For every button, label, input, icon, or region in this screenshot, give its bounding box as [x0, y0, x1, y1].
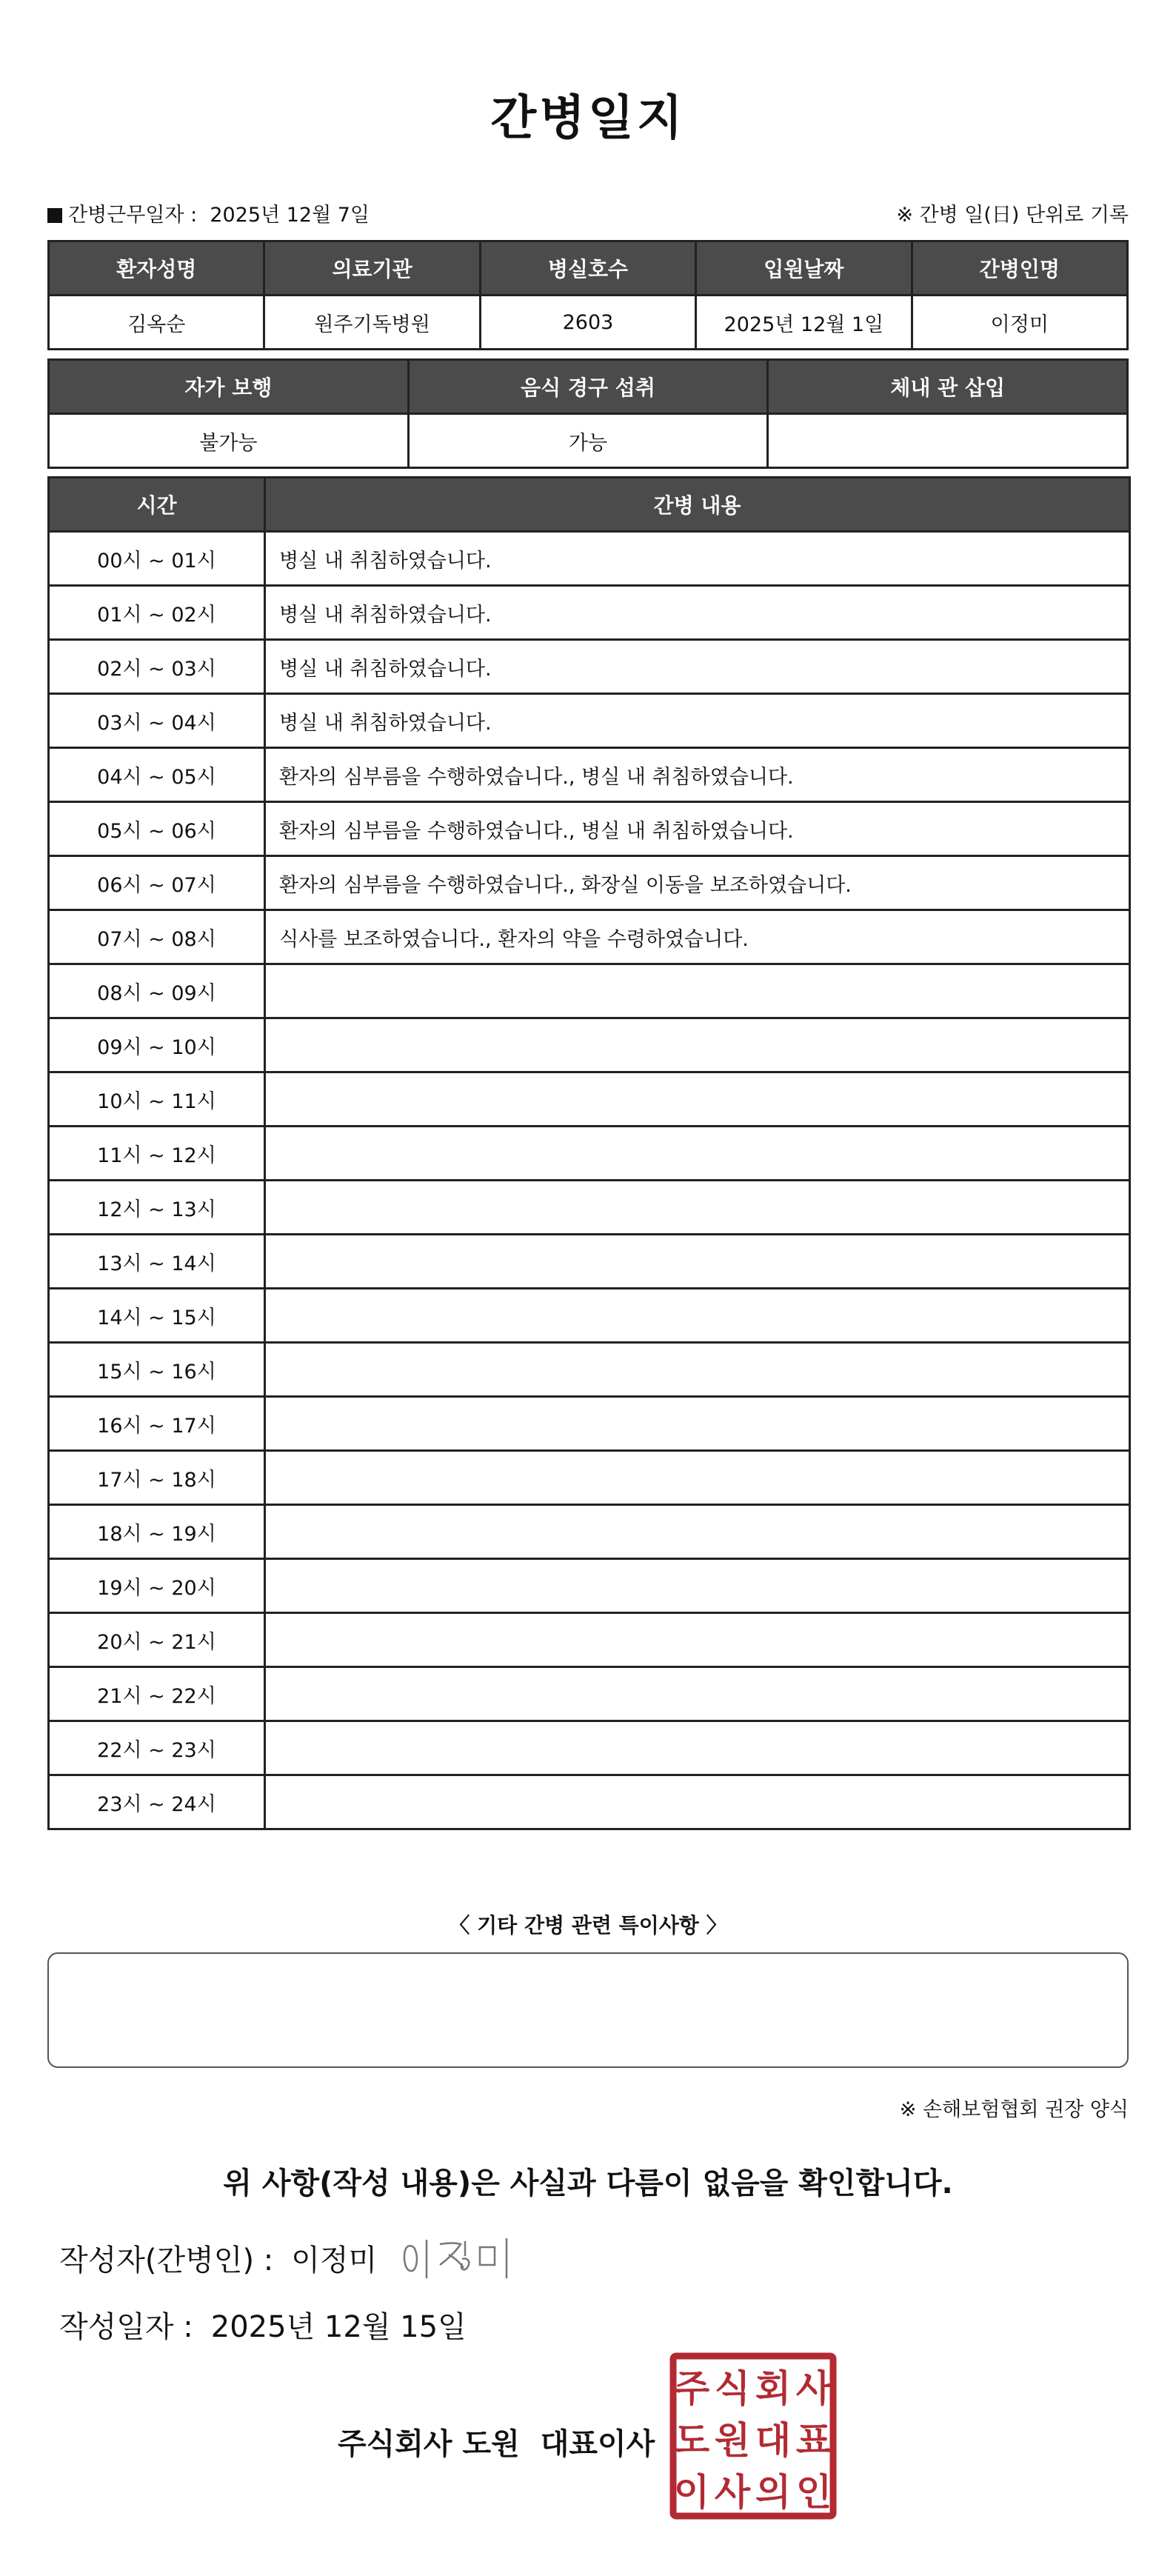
log-row: [49, 964, 1130, 1018]
log-content: [265, 1667, 1130, 1721]
seal-character: 사: [795, 2367, 832, 2410]
self-walking-value: 불가능: [49, 414, 409, 468]
log-time: 09시 ~ 10시: [49, 1018, 265, 1072]
patient-header-row: [49, 241, 1128, 296]
log-row: [49, 856, 1130, 910]
log-content: 환자의 심부름을 수행하였습니다., 화장실 이동을 보조하였습니다.: [265, 856, 1130, 910]
written-date-label: 작성일자 :: [59, 2310, 193, 2344]
company-seal-icon: [669, 2352, 837, 2520]
log-time: 12시 ~ 13시: [49, 1181, 265, 1235]
company-ceo-title: 대표이사: [540, 2427, 655, 2461]
log-content: [265, 1397, 1130, 1451]
log-time: 17시 ~ 18시: [49, 1451, 265, 1505]
log-content: [265, 1343, 1130, 1397]
log-header-row: [49, 478, 1130, 532]
notes-title: 〈 기타 간병 관련 특이사항 〉: [449, 1913, 727, 1938]
writer-label: 작성자(간병인) :: [59, 2243, 274, 2278]
log-time: 07시 ~ 08시: [49, 910, 265, 964]
header-self-walking: 자가 보행: [49, 360, 409, 414]
status-header-row: [49, 360, 1128, 414]
header-hospital: 의료기관: [264, 241, 480, 296]
log-content: [265, 1072, 1130, 1127]
seal-character: 의: [755, 2471, 792, 2514]
log-content: [265, 1721, 1130, 1775]
seal-character: 식: [714, 2367, 751, 2410]
log-row: [49, 1559, 1130, 1613]
header-admission-date: 입원날짜: [696, 241, 912, 296]
log-row: [49, 586, 1130, 640]
log-time: 13시 ~ 14시: [49, 1235, 265, 1289]
written-date-row: [59, 2303, 467, 2346]
work-date-label: 간병근무일자 :: [68, 204, 198, 227]
log-time: 08시 ~ 09시: [49, 964, 265, 1018]
seal-character: 표: [795, 2419, 832, 2462]
log-content: [265, 1451, 1130, 1505]
log-content: [265, 964, 1130, 1018]
log-content: 식사를 보조하였습니다., 환자의 약을 수령하였습니다.: [265, 910, 1130, 964]
log-time: 14시 ~ 15시: [49, 1289, 265, 1343]
header-care-content: 간병 내용: [265, 478, 1130, 532]
header-oral-intake: 음식 경구 섭취: [408, 360, 768, 414]
log-row: [49, 694, 1130, 748]
admission-date: 2025년 12월 1일: [696, 296, 912, 350]
patient-value-row: [49, 296, 1128, 350]
work-date-value: 2025년 12월 7일: [210, 204, 370, 227]
recommend-note: ※ 손해보험협회 권장 양식: [899, 2098, 1129, 2121]
log-row: [49, 640, 1130, 694]
log-row: [49, 1721, 1130, 1775]
seal-character: 사: [714, 2471, 751, 2514]
seal-character: 이: [673, 2471, 710, 2514]
log-content: 환자의 심부름을 수행하였습니다., 병실 내 취침하였습니다.: [265, 802, 1130, 856]
header-tube-insertion: 체내 관 삽입: [768, 360, 1128, 414]
log-row: [49, 748, 1130, 802]
writer-name: 이정미: [291, 2243, 378, 2278]
log-time: 16시 ~ 17시: [49, 1397, 265, 1451]
log-time: 00시 ~ 01시: [49, 532, 265, 586]
log-content: [265, 1613, 1130, 1667]
caregiver-name: 이정미: [912, 296, 1127, 350]
log-row: [49, 1072, 1130, 1127]
log-time: 20시 ~ 21시: [49, 1613, 265, 1667]
log-content: [265, 1559, 1130, 1613]
log-time: 18시 ~ 19시: [49, 1505, 265, 1559]
meta-row: [47, 198, 1129, 228]
status-value-row: [49, 414, 1128, 468]
log-body: [49, 532, 1130, 1829]
log-content: 병실 내 취침하였습니다.: [265, 586, 1130, 640]
patient-info-table: [47, 240, 1129, 350]
log-time: 01시 ~ 02시: [49, 586, 265, 640]
log-time: 10시 ~ 11시: [49, 1072, 265, 1127]
header-patient-name: 환자성명: [49, 241, 264, 296]
log-time: 03시 ~ 04시: [49, 694, 265, 748]
oral-intake-value: 가능: [408, 414, 768, 468]
log-row: [49, 1451, 1130, 1505]
seal-character: 회: [755, 2367, 792, 2410]
unit-note: ※ 간병 일(日) 단위로 기록: [896, 204, 1129, 227]
log-time: 23시 ~ 24시: [49, 1775, 265, 1829]
log-row: [49, 1775, 1130, 1829]
log-content: [265, 1505, 1130, 1559]
log-row: [49, 1613, 1130, 1667]
company-signature: [338, 2420, 655, 2463]
log-time: 02시 ~ 03시: [49, 640, 265, 694]
seal-character: 대: [755, 2419, 792, 2462]
company-name: 주식회사 도원: [338, 2427, 520, 2461]
confirm-statement: 위 사항(작성 내용)은 사실과 다름이 없음을 확인합니다.: [223, 2166, 953, 2200]
log-row: [49, 1667, 1130, 1721]
seal-character: 인: [795, 2471, 832, 2514]
log-row: [49, 1018, 1130, 1072]
log-row: [49, 1235, 1130, 1289]
log-content: [265, 1235, 1130, 1289]
log-time: 05시 ~ 06시: [49, 802, 265, 856]
handwritten-signature-icon: [397, 2226, 515, 2286]
log-content: 병실 내 취침하였습니다.: [265, 640, 1130, 694]
hospital-name: 원주기독병원: [264, 296, 480, 350]
seal-character: 원: [714, 2419, 751, 2462]
seal-character: 주: [673, 2367, 710, 2410]
log-time: 21시 ~ 22시: [49, 1667, 265, 1721]
log-time: 19시 ~ 20시: [49, 1559, 265, 1613]
log-row: [49, 1505, 1130, 1559]
header-room: 병실호수: [480, 241, 695, 296]
seal-character: 도: [673, 2419, 710, 2462]
written-date-value: 2025년 12월 15일: [210, 2310, 467, 2344]
patient-status-table: [47, 358, 1129, 469]
log-row: [49, 532, 1130, 586]
care-log-table: [47, 476, 1131, 1830]
log-content: 병실 내 취침하였습니다.: [265, 532, 1130, 586]
log-row: [49, 1289, 1130, 1343]
log-content: [265, 1289, 1130, 1343]
work-date: [47, 198, 370, 227]
log-row: [49, 910, 1130, 964]
tube-insertion-value: [768, 414, 1128, 468]
log-content: [265, 1181, 1130, 1235]
log-content: [265, 1127, 1130, 1181]
log-time: 22시 ~ 23시: [49, 1721, 265, 1775]
log-row: [49, 1181, 1130, 1235]
log-time: 11시 ~ 12시: [49, 1127, 265, 1181]
log-content: [265, 1018, 1130, 1072]
log-row: [49, 1343, 1130, 1397]
notes-box: [47, 1952, 1129, 2068]
log-row: [49, 1397, 1130, 1451]
patient-name: 김옥순: [49, 296, 264, 350]
log-time: 04시 ~ 05시: [49, 748, 265, 802]
page-title: 간병일지: [490, 91, 686, 146]
log-row: [49, 802, 1130, 856]
header-caregiver-name: 간병인명: [912, 241, 1127, 296]
header-time: 시간: [49, 478, 265, 532]
square-bullet-icon: [47, 208, 62, 223]
log-time: 06시 ~ 07시: [49, 856, 265, 910]
writer-row: [59, 2237, 377, 2279]
log-row: [49, 1127, 1130, 1181]
log-content: 환자의 심부름을 수행하였습니다., 병실 내 취침하였습니다.: [265, 748, 1130, 802]
room-number: 2603: [480, 296, 695, 350]
log-content: [265, 1775, 1130, 1829]
log-time: 15시 ~ 16시: [49, 1343, 265, 1397]
log-content: 병실 내 취침하였습니다.: [265, 694, 1130, 748]
